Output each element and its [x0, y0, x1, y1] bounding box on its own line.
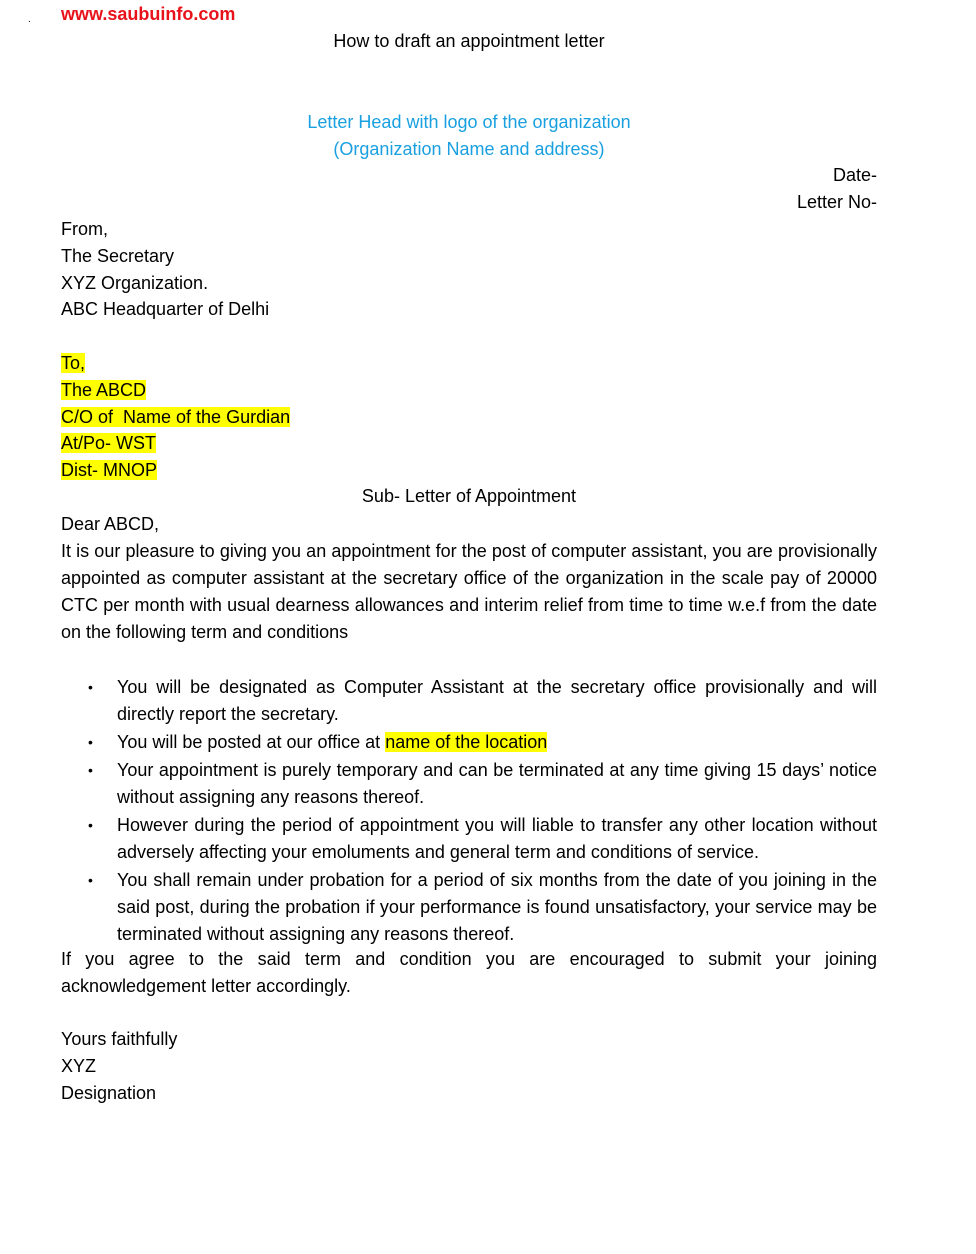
letter-no-label: Letter No- [796, 192, 877, 212]
term-1: You will be designated as Computer Assistant at the secretary office provisionally and will directly report the secretary. [117, 677, 877, 724]
signoff-line-1: Yours faithfully [61, 1029, 178, 1049]
list-item [61, 674, 877, 728]
website-link[interactable]: www.saubuinfo.com [61, 4, 236, 24]
term-3: Your appointment is purely temporary and can be terminated at any time giving 15 days’ notice without assigning any reasons thereof. [117, 760, 877, 807]
list-item [61, 757, 877, 811]
letterhead-line-2: (Organization Name and address) [333, 139, 605, 159]
closing-paragraph: If you agree to the said term and condition you are encouraged to submit your joining acknowledgement letter accordingly. [61, 949, 877, 996]
intro-paragraph: It is our pleasure to giving you an appointment for the post of computer assistant, you are provisionally appointed as computer assistant at the secretary office of the organization in the scale pay of 20000 CTC per month with usual dearness allowances and interim relief from time to time w.e.f from the date on the following term and conditions [61, 541, 877, 642]
letterhead-line-1: Letter Head with logo of the organization [307, 112, 631, 132]
corner-dot: . [28, 14, 31, 25]
subject-line: Sub- Letter of Appointment [361, 486, 577, 506]
date-label: Date- [832, 165, 877, 185]
to-line-2: C/O of Name of the Gurdian [61, 407, 291, 427]
term-2-location: name of the location [385, 732, 548, 752]
from-line-1: The Secretary [61, 246, 175, 266]
to-line-4: Dist- MNOP [61, 460, 157, 480]
list-item [61, 729, 877, 756]
from-line-2: XYZ Organization. [61, 273, 209, 293]
to-line-1: The ABCD [61, 380, 147, 400]
signoff-line-2: XYZ [61, 1056, 97, 1076]
page-title: How to draft an appointment letter [333, 31, 605, 51]
term-4: However during the period of appointment you will liable to transfer any other location without adversely affecting your emoluments and general term and conditions of service. [117, 815, 877, 862]
to-label: To, [61, 353, 86, 373]
from-line-3: ABC Headquarter of Delhi [61, 299, 270, 319]
bullet-icon: • [88, 817, 93, 833]
bullet-icon: • [88, 762, 93, 778]
terms-list [61, 674, 877, 949]
term-5: You shall remain under probation for a period of six months from the date of you joining in the said post, during the probation if your performance is found unsatisfactory, your service may be terminated without assigning any reasons thereof. [117, 870, 877, 944]
term-2-at: at [360, 732, 386, 752]
from-label: From, [61, 219, 108, 239]
list-item [61, 867, 877, 948]
bullet-icon: • [88, 872, 93, 888]
bullet-icon: • [88, 679, 93, 695]
to-line-3: At/Po- WST [61, 433, 157, 453]
list-item [61, 812, 877, 866]
salutation: Dear ABCD, [61, 514, 160, 534]
bullet-icon: • [88, 734, 93, 750]
term-2-prefix: You will be posted at our office [117, 732, 361, 752]
signoff-line-3: Designation [61, 1083, 157, 1103]
